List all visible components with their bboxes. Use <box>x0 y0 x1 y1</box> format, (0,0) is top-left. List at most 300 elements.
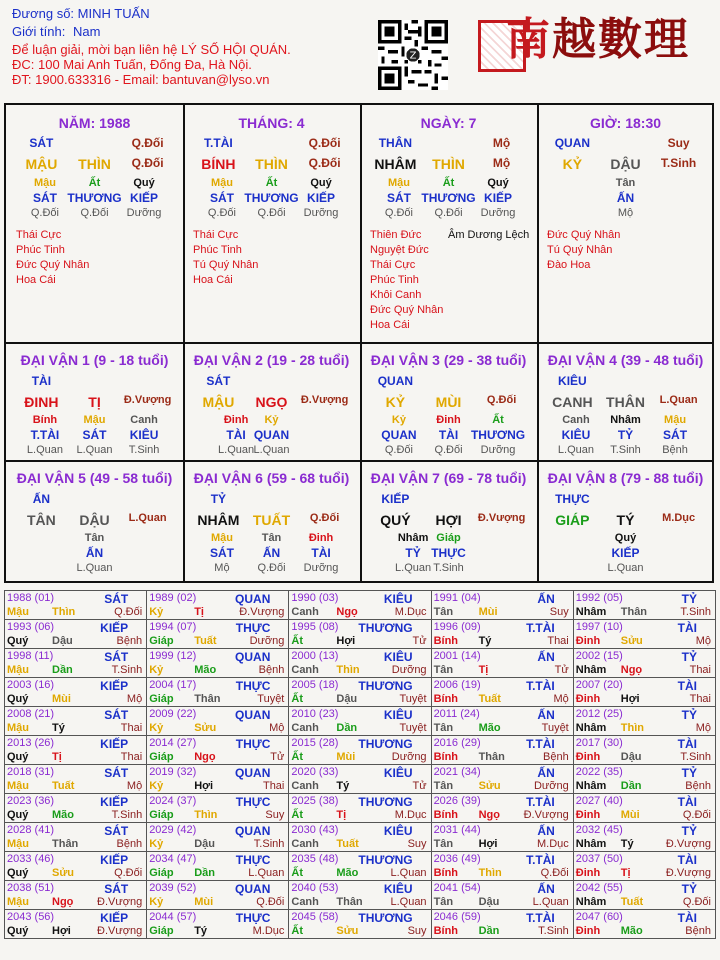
grid-divider <box>6 342 712 344</box>
dai-van-hidden-stem: Canh <box>562 414 590 426</box>
year-cell <box>5 736 147 765</box>
year-branch: Hợi <box>194 780 214 792</box>
year-cell <box>573 765 715 794</box>
dai-van-stem: NHÂM <box>197 512 240 528</box>
pillar-stem-god: T.TÀI <box>204 136 233 150</box>
year-phase: L.Quan <box>390 867 427 879</box>
dai-van-title: ĐẠI VẬN 8 (79 - 88 tuổi) <box>547 470 704 486</box>
year-branch: Sửu <box>336 925 359 937</box>
year-phase: M.Dục <box>394 606 427 618</box>
star-name-extra: Âm Dương Lệch <box>448 229 530 241</box>
year-cell <box>5 678 147 707</box>
year-cell <box>431 707 573 736</box>
year-phase: Dưỡng <box>391 751 427 763</box>
year-branch: Tuất <box>194 635 217 647</box>
year-phase: Thai <box>120 751 143 763</box>
year-phase: Thai <box>547 635 569 647</box>
dai-van-status: L.Quan <box>659 394 698 406</box>
year-branch: Tị <box>620 867 631 879</box>
dai-van-branch: THÂN <box>606 394 645 410</box>
year-label: 2014 (27) <box>149 737 197 749</box>
hidden-status: Q.Đối <box>80 207 109 219</box>
year-cell <box>147 649 289 678</box>
year-phase: M.Dục <box>536 838 569 850</box>
year-stem: Quý <box>7 693 29 705</box>
year-branch: Thân <box>194 693 221 705</box>
year-cell <box>431 910 573 939</box>
year-branch: Tý <box>620 838 634 850</box>
year-label: 2019 (32) <box>149 766 197 778</box>
year-branch: Thìn <box>620 722 644 734</box>
year-phase: T.Sinh <box>111 809 143 821</box>
year-god: TỶ <box>681 592 697 606</box>
year-stem: Ất <box>291 925 303 937</box>
star-name: Hoa Cái <box>370 319 410 331</box>
year-phase: Tuyệt <box>399 693 427 705</box>
dai-van-hidden-god: SÁT <box>663 428 688 442</box>
year-stem: Tân <box>433 838 454 850</box>
year-god: THƯƠNG <box>358 911 413 925</box>
year-cell <box>147 620 289 649</box>
dai-van-stem: KỶ <box>385 394 406 410</box>
dai-van-hidden-status: Dưỡng <box>480 444 516 456</box>
dai-van-hidden-god: QUAN <box>381 428 417 442</box>
year-stem: Quý <box>7 751 29 763</box>
dai-van-status: Đ.Vượng <box>477 512 526 524</box>
year-phase: Mộ <box>695 635 711 647</box>
year-label: 2017 (30) <box>575 737 623 749</box>
dai-van-hidden-god: ẤN <box>85 546 104 560</box>
year-phase: Đ.Vượng <box>665 867 711 879</box>
grid-divider <box>6 460 712 462</box>
year-phase: Thai <box>689 664 711 676</box>
dai-van-hidden-status: Bệnh <box>662 444 688 456</box>
year-stem: Ất <box>291 867 303 879</box>
year-label: 2024 (37) <box>149 795 197 807</box>
year-stem: Đinh <box>575 693 601 705</box>
dai-van-hidden-god: KIẾP <box>611 546 640 560</box>
pillar-branch-status: T.Sinh <box>660 156 697 170</box>
hidden-status: Dưỡng <box>126 207 162 219</box>
hidden-status: Q.Đối <box>207 207 236 219</box>
year-phase: Đ.Vượng <box>239 606 285 618</box>
year-branch: Dậu <box>478 896 500 908</box>
year-god: KIẾP <box>100 795 129 809</box>
star-name: Nguyệt Đức <box>370 244 429 256</box>
year-god: TỶ <box>681 708 697 722</box>
year-god: T.TÀI <box>526 621 555 635</box>
year-god: ẤN <box>537 766 555 780</box>
star-name: Đào Hoa <box>547 259 591 271</box>
year-label: 2044 (57) <box>149 911 197 923</box>
year-cell <box>573 910 715 939</box>
year-row <box>5 620 716 649</box>
year-cell <box>147 765 289 794</box>
year-god: QUAN <box>235 824 271 838</box>
year-stem: Đinh <box>575 867 601 879</box>
pillar-branch-status: Q.Đối <box>131 156 164 170</box>
year-stem: Nhâm <box>575 722 607 734</box>
hidden-god: THƯƠNG <box>67 191 122 205</box>
year-branch: Mùi <box>478 606 498 618</box>
year-phase: M.Dục <box>252 925 285 937</box>
year-god: TỶ <box>681 650 697 664</box>
year-god: TÀI <box>677 679 697 693</box>
dai-van-hidden-stem: Mậu <box>83 414 106 426</box>
year-label: 2020 (33) <box>291 766 339 778</box>
year-stem: Giáp <box>149 925 174 937</box>
hidden-god: SÁT <box>386 191 411 205</box>
hidden-stem: Quý <box>310 177 332 189</box>
year-label: 1999 (12) <box>149 650 197 662</box>
dai-van-hidden-status: L.Quan <box>253 444 290 456</box>
year-label: 2045 (58) <box>291 911 339 923</box>
year-label: 2037 (50) <box>575 853 623 865</box>
year-cell <box>147 591 289 620</box>
year-label: 2038 (51) <box>7 882 55 894</box>
year-god: T.TÀI <box>526 795 555 809</box>
star-name: Phúc Tinh <box>193 244 242 256</box>
year-branch: Mão <box>620 925 643 937</box>
year-phase: Q.Đối <box>682 809 711 821</box>
year-stem: Bính <box>433 809 459 821</box>
dai-van-branch: MÙI <box>435 394 462 410</box>
dai-van-title: ĐẠI VẬN 5 (49 - 58 tuổi) <box>16 470 173 486</box>
year-stem: Giáp <box>149 635 174 647</box>
year-cell <box>573 591 715 620</box>
dai-van-title: ĐẠI VẬN 2 (19 - 28 tuổi) <box>193 352 350 368</box>
year-phase: Suy <box>265 809 285 821</box>
year-label: 2003 (16) <box>7 679 55 691</box>
year-cell <box>289 765 431 794</box>
year-phase: T.Sinh <box>538 925 569 937</box>
year-branch: Tuất <box>478 693 501 705</box>
year-branch: Tý <box>52 722 65 734</box>
hidden-god: THƯƠNG <box>421 191 476 205</box>
year-stem: Bính <box>433 925 459 937</box>
year-cell <box>147 678 289 707</box>
year-god: SÁT <box>104 766 129 780</box>
year-label: 2001 (14) <box>433 650 481 662</box>
year-branch: Dần <box>336 722 358 734</box>
year-stem: Tân <box>433 664 454 676</box>
pillar-stem: NHÂM <box>374 156 417 172</box>
year-branch: Mão <box>336 867 359 879</box>
year-branch: Tị <box>194 606 204 618</box>
year-cell <box>147 823 289 852</box>
dai-van-stem: MẬU <box>202 394 235 410</box>
dai-van-hidden-god: SÁT <box>209 546 234 560</box>
dai-van-hidden-status: Q.Đối <box>384 444 413 456</box>
year-phase: Mộ <box>553 693 569 705</box>
pillar-branch-god: Mộ <box>492 136 511 150</box>
hidden-god: THƯƠNG <box>244 191 299 205</box>
year-god: KIẾP <box>100 911 129 925</box>
dai-van-hidden-stem: Quý <box>614 532 637 544</box>
year-god: TỶ <box>681 824 697 838</box>
dai-van-hidden-god: TỶ <box>405 546 421 560</box>
dai-van-hidden-god: TÀI <box>226 428 246 442</box>
year-god: THỰC <box>235 911 271 925</box>
dai-van-branch: HỢI <box>435 512 462 528</box>
year-god: THỰC <box>235 737 271 751</box>
year-branch: Ngọ <box>478 809 500 821</box>
year-phase: Q.Đối <box>256 896 285 908</box>
hidden-status: Q.Đối <box>257 207 286 219</box>
year-cell <box>289 649 431 678</box>
dai-van-hidden-status: T.Sinh <box>128 444 160 456</box>
year-label: 2015 (28) <box>291 737 339 749</box>
year-cell <box>573 794 715 823</box>
dai-van-hidden-stem: Kỷ <box>391 414 406 426</box>
dai-van-hidden-god: KIÊU <box>561 428 591 442</box>
year-stem: Kỷ <box>149 780 164 792</box>
dai-van-title: ĐẠI VẬN 1 (9 - 18 tuổi) <box>20 352 169 368</box>
year-cell <box>431 736 573 765</box>
year-cell <box>289 794 431 823</box>
dai-van-status: M.Dục <box>662 512 696 524</box>
year-cell <box>5 765 147 794</box>
dai-van-hidden-god: QUAN <box>253 428 290 442</box>
dai-van-stem: GIÁP <box>555 512 590 528</box>
dai-van-hidden-stem: Đinh <box>436 414 461 426</box>
star-name: Phúc Tinh <box>370 274 419 286</box>
year-label: 2025 (38) <box>291 795 339 807</box>
year-branch: Sửu <box>52 867 75 879</box>
year-god: THƯƠNG <box>358 679 413 693</box>
year-god: KIẾP <box>100 621 129 635</box>
year-label: 2007 (20) <box>575 679 623 691</box>
year-phase: Suy <box>549 606 569 618</box>
year-phase: Bệnh <box>258 664 285 676</box>
year-cell <box>289 707 431 736</box>
year-branch: Dần <box>52 664 73 676</box>
star-name: Thái Cực <box>16 229 62 241</box>
year-branch: Dậu <box>52 635 73 647</box>
year-label: 2027 (40) <box>575 795 623 807</box>
year-phase: Q.Đối <box>114 606 143 618</box>
dai-van-stem: QUÝ <box>380 512 411 528</box>
year-label: 2046 (59) <box>433 911 481 923</box>
dai-van-hidden-stem: Đinh <box>308 532 334 544</box>
year-label: 2022 (35) <box>575 766 623 778</box>
year-label: 1988 (01) <box>7 592 55 604</box>
year-god: THỰC <box>235 679 271 693</box>
year-god: TÀI <box>677 737 697 751</box>
hidden-stem: Quý <box>133 177 155 189</box>
year-branch: Dậu <box>194 838 215 850</box>
year-god: TÀI <box>677 795 697 809</box>
year-phase: Q.Đối <box>682 896 711 908</box>
year-label: 2016 (29) <box>433 737 481 749</box>
year-stem: Giáp <box>149 809 174 821</box>
pillar-title: NĂM: 1988 <box>58 115 131 131</box>
year-row <box>5 823 716 852</box>
hidden-stem: Ất <box>88 177 101 189</box>
year-cell <box>431 765 573 794</box>
year-row <box>5 910 716 939</box>
year-label: 2036 (49) <box>433 853 481 865</box>
year-branch: Sửu <box>194 722 217 734</box>
year-god: T.TÀI <box>526 679 555 693</box>
year-cell <box>289 736 431 765</box>
dai-van-hidden-status: Dưỡng <box>303 562 339 574</box>
year-cell <box>5 794 147 823</box>
year-cell <box>5 591 147 620</box>
year-branch: Ngọ <box>52 896 74 908</box>
dai-van-hidden-god: ẤN <box>262 546 281 560</box>
year-stem: Ất <box>291 693 303 705</box>
year-stem: Bính <box>433 693 459 705</box>
year-god: TỶ <box>681 882 697 896</box>
pillar-branch-god: Suy <box>667 136 690 150</box>
year-branch: Tuất <box>336 838 359 850</box>
dai-van-hidden-stem: Nhâm <box>397 532 429 544</box>
star-name: Thiên Đức <box>370 229 422 241</box>
year-branch: Hợi <box>620 693 640 705</box>
year-stem: Ất <box>291 809 303 821</box>
year-stem: Canh <box>291 722 319 734</box>
year-phase: Đ.Vượng <box>665 838 711 850</box>
year-branch: Tý <box>336 780 350 792</box>
owner-name: MINH TUẤN <box>77 6 150 21</box>
year-cell <box>5 620 147 649</box>
year-branch: Thìn <box>336 664 360 676</box>
year-god: SÁT <box>104 708 129 722</box>
year-god: TÀI <box>677 853 697 867</box>
year-label: 2010 (23) <box>291 708 339 720</box>
year-cell <box>289 620 431 649</box>
year-god: ẤN <box>537 650 555 664</box>
hidden-god: KIẾP <box>484 191 513 205</box>
dai-van-hidden-status: T.Sinh <box>433 562 464 574</box>
year-label: 2000 (13) <box>291 650 339 662</box>
dai-van-title: ĐẠI VẬN 3 (29 - 38 tuổi) <box>370 352 527 368</box>
year-stem: Mậu <box>7 664 29 676</box>
year-cell <box>431 794 573 823</box>
year-phase: Suy <box>407 838 427 850</box>
year-label: 1992 (05) <box>575 592 623 604</box>
star-name: Thái Cực <box>370 259 416 271</box>
dai-van-status: Đ.Vượng <box>123 394 172 406</box>
year-stem: Bính <box>433 867 459 879</box>
year-stem: Kỷ <box>149 722 164 734</box>
year-branch: Tuất <box>52 780 75 792</box>
owner-label: Đương số: <box>12 6 75 21</box>
star-name: Khôi Canh <box>370 289 422 301</box>
year-phase: Thai <box>120 722 143 734</box>
year-phase: T.Sinh <box>680 751 711 763</box>
year-label: 2023 (36) <box>7 795 55 807</box>
year-phase: Tử <box>412 780 427 792</box>
year-phase: Q.Đối <box>540 867 569 879</box>
star-name: Phúc Tinh <box>16 244 65 256</box>
year-god: ẤN <box>537 592 555 606</box>
owner-line <box>12 6 291 21</box>
year-phase: Đ.Vượng <box>97 896 143 908</box>
hidden-status: Dưỡng <box>480 207 516 219</box>
year-branch: Mão <box>52 809 74 821</box>
year-label: 2039 (52) <box>149 882 197 894</box>
year-cell <box>431 649 573 678</box>
pillar-stem: BÍNH <box>201 156 236 172</box>
year-stem: Nhâm <box>575 896 607 908</box>
dai-van-title: ĐẠI VẬN 4 (39 - 48 tuổi) <box>547 352 704 368</box>
dai-van-hidden-stem: Tân <box>261 532 282 544</box>
hidden-stem: Quý <box>487 177 509 189</box>
year-label: 2030 (43) <box>291 824 339 836</box>
dai-van-hidden-status: L.Quan <box>395 562 432 574</box>
year-god: TÀI <box>677 911 697 925</box>
year-stem: Quý <box>7 925 29 937</box>
year-branch: Mùi <box>336 751 356 763</box>
year-cell <box>573 736 715 765</box>
dai-van-god: THỰC <box>555 492 590 506</box>
pillar-title: THÁNG: 4 <box>238 115 305 131</box>
year-phase: L.Quan <box>390 896 427 908</box>
year-phase: Dưỡng <box>391 664 427 676</box>
dai-van-hidden-stem: Đinh <box>223 414 249 426</box>
year-stem: Đinh <box>575 635 601 647</box>
hidden-stem: Ất <box>265 177 278 189</box>
year-god: QUAN <box>235 708 271 722</box>
year-cell <box>5 910 147 939</box>
dai-van-hidden-god: KIÊU <box>129 428 159 442</box>
year-branch: Tị <box>336 809 347 821</box>
year-stem: Giáp <box>149 693 174 705</box>
year-cell <box>431 620 573 649</box>
year-stem: Canh <box>291 664 319 676</box>
year-phase: Thai <box>689 693 711 705</box>
dai-van-hidden-status: L.Quan <box>76 562 113 574</box>
dai-van-branch: NGỌ <box>255 394 288 410</box>
year-god: THƯƠNG <box>358 795 413 809</box>
dai-van-hidden-status: Q.Đối <box>257 562 286 574</box>
year-phase: Bệnh <box>116 635 143 647</box>
year-label: 2034 (47) <box>149 853 197 865</box>
dai-van-hidden-stem: Tân <box>84 532 105 544</box>
pillar-stem-god: QUAN <box>554 136 591 150</box>
dai-van-hidden-stem: Ất <box>492 414 504 426</box>
year-cell <box>573 852 715 881</box>
year-cell <box>573 620 715 649</box>
pillar-branch-status: Q.Đối <box>308 156 341 170</box>
year-label: 2026 (39) <box>433 795 481 807</box>
year-label: 2047 (60) <box>575 911 623 923</box>
year-phase: Đ.Vượng <box>523 809 569 821</box>
year-label: 2029 (42) <box>149 824 197 836</box>
year-cell <box>573 649 715 678</box>
dai-van-stem: CANH <box>552 394 593 410</box>
year-label: 2041 (54) <box>433 882 481 894</box>
dai-van-hidden-stem: Giáp <box>436 532 461 544</box>
dai-van-hidden-stem: Bính <box>32 414 58 426</box>
year-branch: Sửu <box>620 635 643 647</box>
hidden-status: Mộ <box>617 207 634 219</box>
dai-van-title: ĐẠI VẬN 7 (69 - 78 tuổi) <box>370 470 527 486</box>
year-cell <box>289 910 431 939</box>
year-label: 2012 (25) <box>575 708 623 720</box>
year-cell <box>431 591 573 620</box>
star-name: Đức Quý Nhân <box>547 229 621 241</box>
star-name: Đức Quý Nhân <box>16 259 90 271</box>
year-cell <box>431 678 573 707</box>
hidden-stem: Mậu <box>210 177 233 189</box>
year-label: 2002 (15) <box>575 650 623 662</box>
svg-text:Z: Z <box>409 50 417 62</box>
year-label: 1991 (04) <box>433 592 481 604</box>
star-name: Hoa Cái <box>193 274 233 286</box>
